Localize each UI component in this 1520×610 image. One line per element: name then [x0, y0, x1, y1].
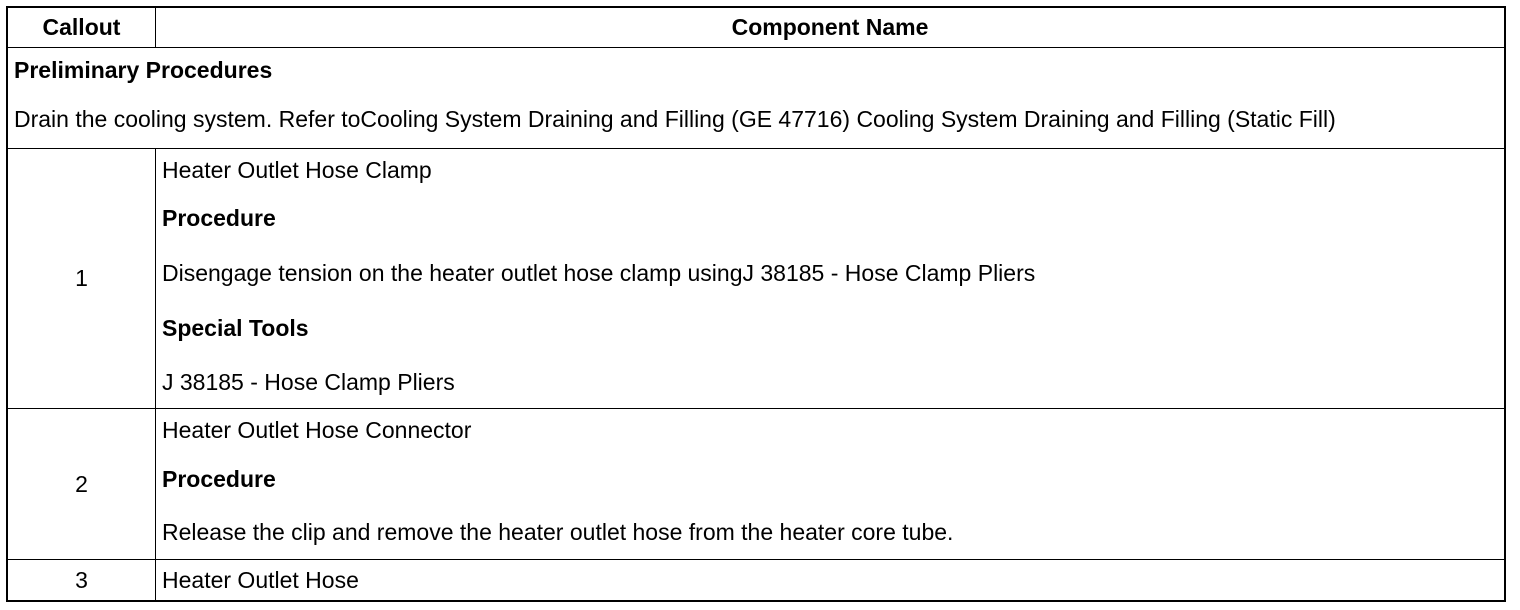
preliminary-cell	[7, 48, 1505, 149]
procedure-label: Procedure	[162, 465, 276, 492]
special-tools-label: Special Tools	[162, 315, 309, 341]
callout-cell: 1	[7, 149, 156, 409]
preliminary-heading: Preliminary Procedures	[14, 56, 273, 83]
component-name-header: Component Name	[156, 7, 1506, 48]
table-row	[7, 409, 1505, 560]
callout-cell: 3	[7, 560, 156, 602]
callout-cell: 2	[7, 409, 156, 560]
procedure-text: Release the clip and remove the heater outlet hose from the heater core tube.	[162, 519, 954, 545]
component-cell	[156, 149, 1506, 409]
preliminary-text: Drain the cooling system. Refer toCooling System Draining and Filling (GE 47716) Cooling System Draining and Filling (Static Fill)	[14, 105, 1336, 132]
callout-header: Callout	[7, 7, 156, 48]
component-cell	[156, 409, 1506, 560]
procedure-table	[6, 6, 1506, 602]
preliminary-row	[7, 48, 1505, 149]
component-name: Heater Outlet Hose	[162, 566, 359, 593]
table-row	[7, 560, 1505, 602]
special-tools-text: J 38185 - Hose Clamp Pliers	[162, 368, 455, 395]
component-name: Heater Outlet Hose Connector	[162, 417, 472, 443]
procedure-label: Procedure	[162, 205, 276, 231]
table-row	[7, 149, 1505, 409]
component-name: Heater Outlet Hose Clamp	[162, 156, 432, 183]
component-cell	[156, 560, 1506, 602]
header-row	[7, 7, 1505, 48]
procedure-text: Disengage tension on the heater outlet hose clamp usingJ 38185 - Hose Clamp Pliers	[162, 260, 1036, 286]
